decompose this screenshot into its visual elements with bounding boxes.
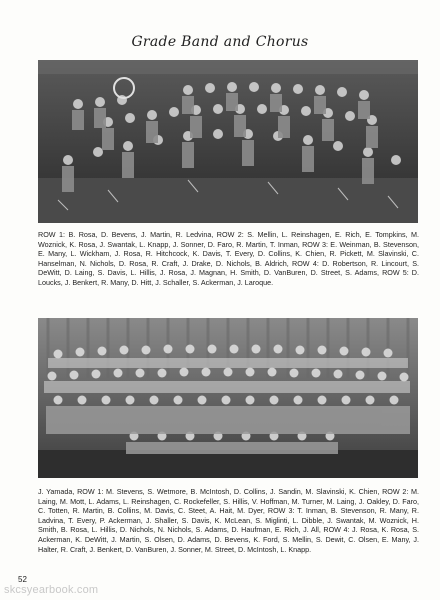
watermark: skcsyearbook.com [4, 584, 99, 596]
page-number: 52 [18, 575, 27, 584]
band-caption: ROW 1: B. Rosa, D. Bevens, J. Martin, R. Ledvina, ROW 2: S. Mellin, L. Reinshagen, E. Rich, E. Tompkins, M. Woznick, K. Rosa, J. Swantak, L. Knapp, J. Sonner, D. Faro, R. Martin, T. Inman, ROW 3: E. Weinman, B. Stevenson, E. Many, L. Wickham, J. Rosa, R. Hitchcock, K. Davis, T. Every, D. Collins, K. Chien, R. Pickett, M. Slavinski, C. Hanselman, N. Nichols, D. Rosa, R. Craft, J. Drake, D. Nichols, B. Aldrich, ROW 4: D. Robertson, R. Lincourt, S. DeWitt, D. Laing, S. Davis, L. Hillis, J. Rosa, J. Magnan, H. Smith, D. VanBuren, D. Street, S. Adams, ROW 5: D. Loucks, J. Benkert, R. Many, D. Hitt, J. Schaller, S. Ackerman, J. Laroque. [38, 230, 419, 287]
page-heading: Grade Band and Chorus [131, 34, 309, 50]
chorus-group-photo [38, 318, 418, 478]
chorus-photo-image [38, 318, 418, 478]
band-photo-image [38, 60, 418, 223]
band-group-photo [38, 60, 418, 223]
chorus-caption: J. Yamada, ROW 1: M. Stevens, S. Wetmore, B. McIntosh, D. Collins, J. Sandin, M. Slavinski, K. Chien, ROW 2: M. Laing, M. Mott, L. Adams, L. Reinshagen, C. Rockefeller, S. Hillis, V. Hoffman, M. Turner, M. Laing, J. Oakley, D. Faro, C. Totten, R. Martin, B. Collins, M. Davis, C. Steet, A. Hait, M. Dyer, ROW 3: T. Inman, B. Stevenson, R. Many, R. Ladvina, T. Every, P. Ackerman, J. Shaller, S. Davis, K. McLean, S. Miglinti, L. Dibble, J. Swantak, M. Woznick, H. Smith, B. Rosa, L. Hillis, D. Nichols, N. Nichols, S. Adams, D. Haufman, E. Rich, J. All, ROW 4: J. Rosa, K. Rosa, S. Ackerman, K. DeWitt, J. Martin, S. Olsen, D. Adams, D. Bevens, K. Ford, S. Mellin, S. Dewit, C. Olsen, E. Many, J. Halter, R. Craft, J. Benkert, D. VanBuren, J. Sonner, M. Street, D. McIntosh, L. Knapp. [38, 487, 419, 554]
